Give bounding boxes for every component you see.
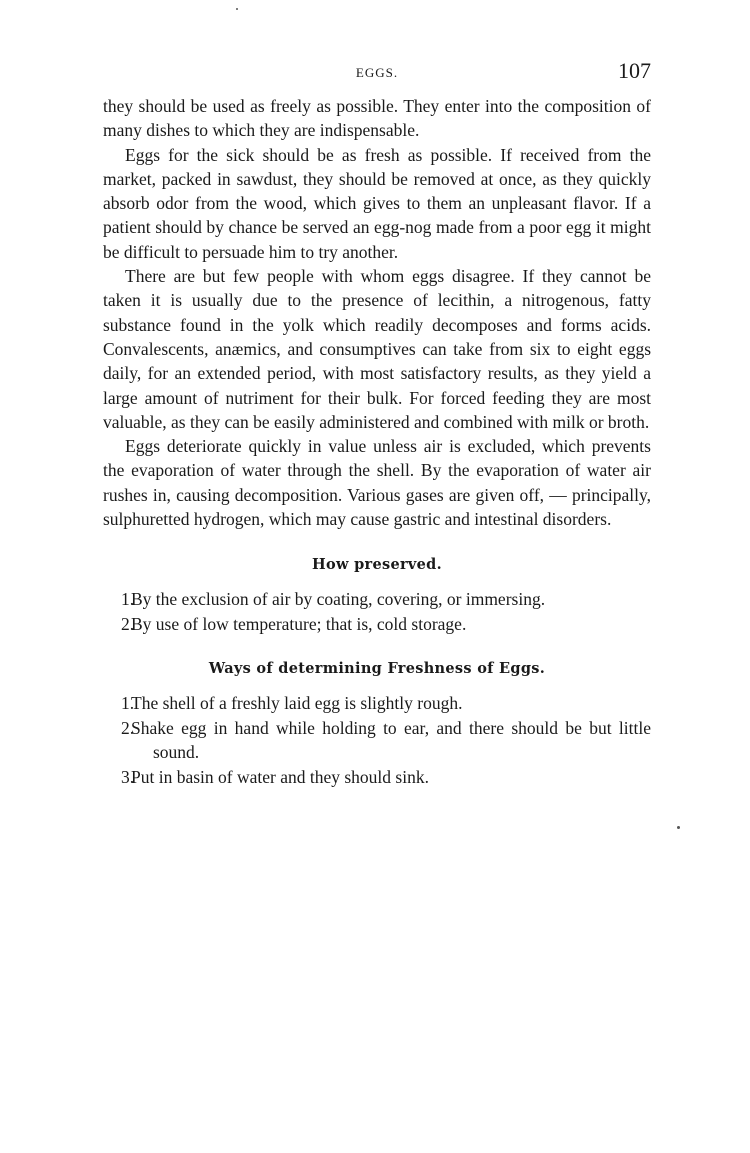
list-item xyxy=(103,587,651,612)
page-number: 107 xyxy=(618,58,651,83)
list-item xyxy=(103,691,651,716)
list-item xyxy=(103,612,651,637)
section-heading-preserved: How preserved. xyxy=(312,556,442,574)
list-item xyxy=(103,765,651,790)
list-item-number: 1. xyxy=(121,693,135,714)
list-item-number: 2. xyxy=(121,717,135,738)
list-item-number: 3. xyxy=(121,766,135,787)
section-heading-freshness: Ways of determining Freshness of Eggs. xyxy=(208,660,546,678)
list-item-text: Shake egg in hand while holding to ear, and there should be but little sound. xyxy=(131,717,651,763)
paragraph-deterioration: Eggs deteriorate quickly in value unless air is excluded, which prevents the evaporation of water through the shell. By the evaporation of water air rushes in, causing decomposition. Various gases are given off, — principally, sulphuretted hydrogen, which may cause gastric and intestinal disorders. xyxy=(103,436,651,530)
list-item-text: By the exclusion of air by coating, covering, or immersing. xyxy=(131,589,546,610)
page-speck xyxy=(236,8,238,10)
paragraph-digestion: There are but few people with whom eggs disagree. If they cannot be taken it is usually due to the presence of lecithin, a nitrogenous, fatty substance found in the yolk which readily decomposes and forms acids. Convalescents, anæmics, and consumptives can take from six to eight eggs daily, for an extended period, with most satisfactory results, as they yield a large amount of nutriment for their bulk. For forced feeding they are most valuable, as they can be easily administered and combined with milk or broth. xyxy=(103,266,651,432)
freshness-list xyxy=(103,691,651,789)
list-item xyxy=(103,716,651,765)
running-head xyxy=(103,58,651,94)
list-item-text: By use of low temperature; that is, cold storage. xyxy=(131,613,467,634)
paragraph-freshness: Eggs for the sick should be as fresh as possible. If received from the market, packed in sawdust, they should be removed at once, as they quickly absorb odor from the wood, which gives to them an unpleasant flavor. If a patient should by chance be served an egg-nog made from a poor egg it might be difficult to persuade him to try another. xyxy=(103,144,651,262)
running-head-title: EGGS. xyxy=(355,65,399,80)
preservation-list xyxy=(103,587,651,636)
paragraph-continued: they should be used as freely as possible. They enter into the composition of many dishes to which they are indispensable. xyxy=(103,96,651,141)
list-item-number: 1. xyxy=(121,589,135,610)
page-speck xyxy=(677,826,680,829)
book-page xyxy=(103,58,651,789)
list-item-number: 2. xyxy=(121,613,135,634)
list-item-text: The shell of a freshly laid egg is slightly rough. xyxy=(131,693,463,714)
list-item-text: Put in basin of water and they should sink. xyxy=(131,766,429,787)
